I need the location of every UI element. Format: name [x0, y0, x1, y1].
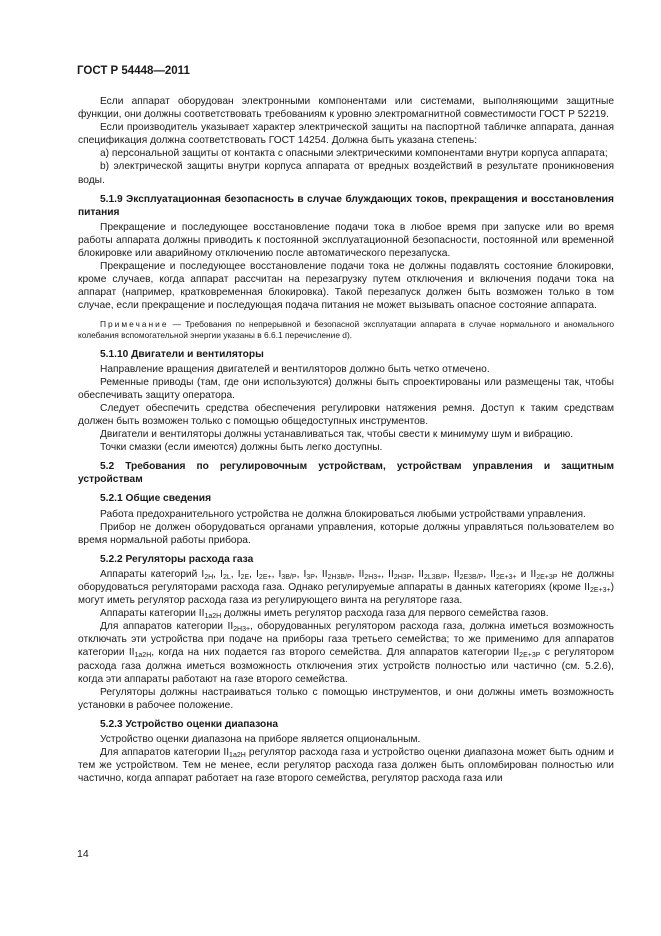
list-item-a: a) персональной защиты от контакта с опасными электрическими компонентами внутри корпуса аппарата;: [100, 148, 608, 160]
paragraph: Прибор не должен оборудоваться органами управления, которые должны управляться пользователем во время нормальной работы прибора.: [78, 521, 614, 546]
paragraph: Следует обеспечить средства обеспечения регулировки натяжения ремня. Доступ к таким средствам должен быть возможен только с помощью общедоступных инструментов.: [78, 402, 614, 427]
paragraph: Если аппарат оборудован электронными компонентами или системами, выполняющими защитные функции, они должны соответствовать требованиям к уровню электромагнитной совместимости ГОСТ Р 52219.: [78, 96, 614, 121]
section-heading-5-1-10: 5.1.10 Двигатели и вентиляторы: [100, 348, 264, 360]
paragraph: Если производитель указывает характер электрической защиты на паспортной табличке аппарата, данная спецификация должна соответствовать ГОСТ 14254. Должна быть указана степень:: [78, 122, 614, 147]
paragraph: Прекращение и последующее восстановление подачи тока не должны подавлять состояние блокировки, кроме случаев, когда аппарат рассчитан на перезагрузку путем отключения и включения подачи тока на аппарат (например, кратковременная блокировка). Такой перезапуск должен быть возможен только в том случае, если прекращение и последующая подача питания не может вызывать опасное состояние аппарата.: [78, 261, 614, 312]
paragraph: Устройство оценки диапазона на приборе является опциональным.: [100, 734, 421, 746]
paragraph: Направление вращения двигателей и вентиляторов должно быть четко отмечено.: [100, 363, 490, 375]
document-body: [78, 95, 614, 785]
paragraph: Двигатели и вентиляторы должны устанавливаться так, чтобы свести к минимуму шум и вибрацию.: [100, 429, 574, 441]
paragraph-categories: Аппараты категорий $I_{2H}$, $I_{2L}$, $I_{2E}$, $I_{2E+}$, $I_{3B/P}$, $I_{3P}$, $II_{2H3B/P}$, $II_{2H3+}$, $II_{2H3P}$, $II_{2L3B/P}$, $II_{2E3B/P}$, $II_{2E+3+}$ и $II_{2E+3P}$ не должны оборудоваться регуляторами расхода газа. Однако регулируемые аппараты в данных категориях (кроме $II_{2E+3+}$) могут иметь регулятор расхода газа из регулирующего винта на регуляторе газа.: [78, 568, 615, 607]
paragraph: Точки смазки (если имеются) должны быть легко доступны.: [100, 442, 383, 454]
section-heading-5-2-1: 5.2.1 Общие сведения: [100, 493, 212, 505]
paragraph: Для аппаратов категории $II_{2H3+}$, оборудованных регулятором расхода газа, должна иметься возможность отключать эти устройства при подаче на приборы газа третьего семейства; то же применимо для аппаратов категории $II_{1a2H}$, когда на них подается газ второго семейства. Для аппаратов категории $II_{2E+3P}$ с регулятором расхода газа должна иметься возможность отключения этих устройств полностью или частично (см. 5.2.6), когда эти аппараты работают на газе второго семейства.: [78, 621, 615, 685]
section-heading-5-2-2: 5.2.2 Регуляторы расхода газа: [100, 553, 254, 565]
list-item-b: b) электрической защиты внутри корпуса аппарата от вредных воздействий в результате проникновения воды.: [78, 161, 614, 186]
paragraph: Ременные приводы (там, где они используются) должны быть спроектированы или размещены так, чтобы обеспечивать защиту оператора.: [78, 376, 614, 401]
paragraph: Прекращение и последующее восстановление подачи тока в любое время при запуске или во время работы аппарата должны приводить к постоянной эксплуатационной безопасности, постоянной или временной блокировке или аварийному отключению после автоматического перезапуска.: [78, 221, 614, 260]
page-number: 14: [77, 848, 89, 860]
section-heading-5-2: 5.2 Требования по регулировочным устройствам, устройствам управления и защитным устройствам: [78, 461, 614, 486]
paragraph: Аппараты категории $II_{1a2H}$ должны иметь регулятор расхода газа для первого семейства газов.: [100, 608, 549, 621]
paragraph: Регуляторы должны настраиваться только с помощью инструментов, и они должны иметь возможность установки в рабочее положение.: [78, 686, 614, 711]
note: [78, 319, 614, 342]
page-header-standard: ГОСТ Р 54448—2011: [77, 65, 190, 77]
note-text: — Требования по непрерывной и безопасной эксплуатации аппарата в случае нормального и аномального колебания вспомогательной энергии указаны в 6.6.1 перечисление d).: [78, 318, 615, 340]
section-heading-5-2-3: 5.2.3 Устройство оценки диапазона: [100, 718, 279, 730]
note-label: Примечание: [100, 318, 169, 329]
section-heading-5-1-9: 5.1.9 Эксплуатационная безопасность в случае блуждающих токов, прекращения и восстановления питания: [78, 193, 614, 218]
paragraph: Для аппаратов категории $II_{1a2H}$ регулятор расхода газа и устройство оценки диапазона может быть одним и тем же устройством. Тем не менее, если регулятор расхода газа должен быть опломбирован полностью или частично, когда аппарат работает на газе второго семейства, регулятор расхода газа или: [78, 747, 614, 785]
paragraph: Работа предохранительного устройства не должна блокироваться любыми устройствами управления.: [100, 508, 586, 520]
